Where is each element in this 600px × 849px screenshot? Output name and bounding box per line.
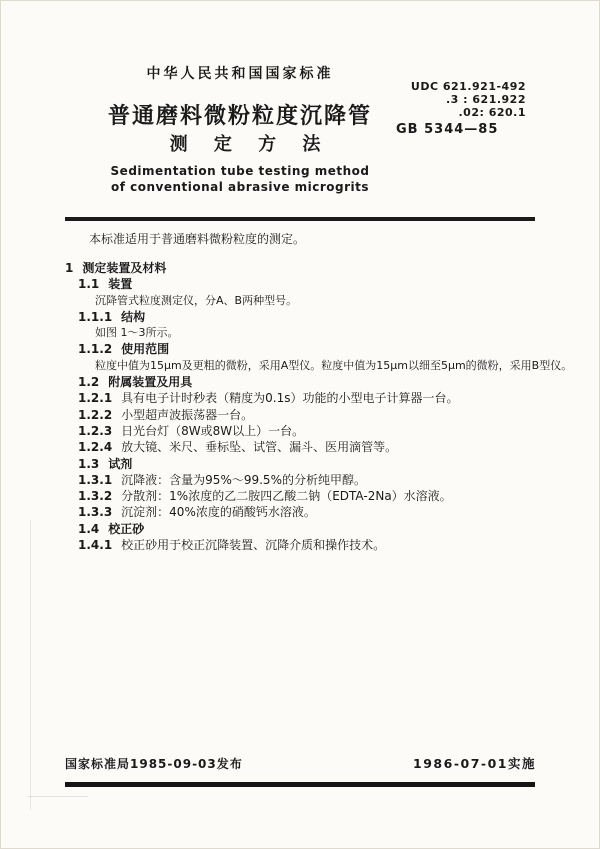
clause-text: 粒度中值为15μm及更粗的微粉，采用A型仪。粒度中值为15μm以细至5μm的微粉，采用B型仪。 xyxy=(95,358,573,372)
footer-divider-rule xyxy=(65,782,535,787)
clause-number: 1.2.4 xyxy=(78,440,113,455)
clause-number: 1.3.2 xyxy=(78,489,113,504)
document-line xyxy=(65,406,575,422)
document-line xyxy=(65,487,575,503)
document-line xyxy=(65,357,575,373)
clause-number: 1 xyxy=(65,261,74,275)
issue-date-text: 国家标准局1985-09-03发布 xyxy=(65,757,243,771)
clause-number: 1.2.2 xyxy=(78,407,113,422)
clause-text: 分散剂：1%浓度的乙二胺四乙酸二钠（EDTA-2Na）水溶液。 xyxy=(121,489,452,504)
document-line xyxy=(65,389,575,405)
clause-text: 放大镜、米尺、垂标坠、试管、漏斗、医用滴管等。 xyxy=(121,440,398,455)
udc-line: UDC 621.921-492 xyxy=(410,80,526,93)
clause-text: 日光台灯（8W或8W以上）一台。 xyxy=(121,423,305,438)
document-line xyxy=(65,340,575,356)
clause-text: 使用范围 xyxy=(121,342,170,357)
scope-paragraph: 本标准适用于普通磨料微粉粒度的测定。 xyxy=(89,232,306,246)
clause-number: 1.1.2 xyxy=(78,342,113,357)
clause-text: 校正砂用于校正沉降装置、沉降介质和操作技术。 xyxy=(121,538,386,553)
document-line xyxy=(65,275,575,291)
clause-text: 具有电子计时秒表（精度为0.1s）功能的小型电子计算器一台。 xyxy=(121,391,459,406)
clause-number: 1.1 xyxy=(78,277,100,292)
document-line xyxy=(65,471,575,487)
clause-text: 装置 xyxy=(108,277,133,292)
document-line xyxy=(65,324,575,340)
clause-text: 附属装置及用具 xyxy=(108,375,193,390)
clause-number: 1.4.1 xyxy=(78,538,113,553)
header-divider-rule xyxy=(65,217,535,221)
clause-text: 如图 1～3所示。 xyxy=(95,326,179,340)
standard-number: GB 5344—85 xyxy=(396,122,499,137)
clause-text: 小型超声波振荡器一台。 xyxy=(121,407,254,422)
scan-artifact-line xyxy=(30,520,31,810)
document-title-line2: 测 定 方 法 xyxy=(169,134,331,155)
document-line xyxy=(65,536,575,552)
clause-text: 沉淀剂：40%浓度的硝酸钙水溶液。 xyxy=(121,505,316,520)
clause-text: 结构 xyxy=(121,309,146,324)
document-title-line1: 普通磨料微粉粒度沉降管 xyxy=(107,104,372,129)
clause-list xyxy=(65,259,575,552)
document-line xyxy=(65,438,575,454)
clause-number: 1.3.1 xyxy=(78,472,113,487)
clause-text: 测定装置及材料 xyxy=(82,261,167,275)
clause-text: 沉降液：含量为95%～99.5%的分析纯甲醇。 xyxy=(121,472,366,487)
document-line xyxy=(65,503,575,519)
english-title-line: of conventional abrasive microgrits xyxy=(110,180,370,194)
udc-line: .3 : 621.922 xyxy=(446,93,526,106)
document-line xyxy=(65,259,575,275)
english-title xyxy=(0,163,480,195)
clause-number: 1.3.3 xyxy=(78,505,113,520)
document-line xyxy=(65,455,575,471)
clause-text: 校正砂 xyxy=(108,521,145,536)
document-line xyxy=(65,308,575,324)
udc-line: .02: 620.1 xyxy=(458,106,526,119)
clause-text: 试剂 xyxy=(108,456,133,471)
clause-number: 1.2.3 xyxy=(78,423,113,438)
clause-number: 1.2.1 xyxy=(78,391,113,406)
clause-number: 1.1.1 xyxy=(78,309,113,324)
document-line xyxy=(65,422,575,438)
clause-number: 1.2 xyxy=(78,375,100,390)
scan-artifact-line xyxy=(28,796,88,797)
standard-label: 中华人民共和国国家标准 xyxy=(146,66,334,82)
document-line xyxy=(65,520,575,536)
document-line xyxy=(65,292,575,308)
english-title-line: Sedimentation tube testing method xyxy=(110,164,370,178)
clause-number: 1.4 xyxy=(78,521,100,536)
document-line xyxy=(65,373,575,389)
clause-number: 1.3 xyxy=(78,456,100,471)
implementation-date-text: 1986-07-01实施 xyxy=(413,756,536,771)
clause-text: 沉降管式粒度测定仪，分A、B两种型号。 xyxy=(95,293,298,307)
